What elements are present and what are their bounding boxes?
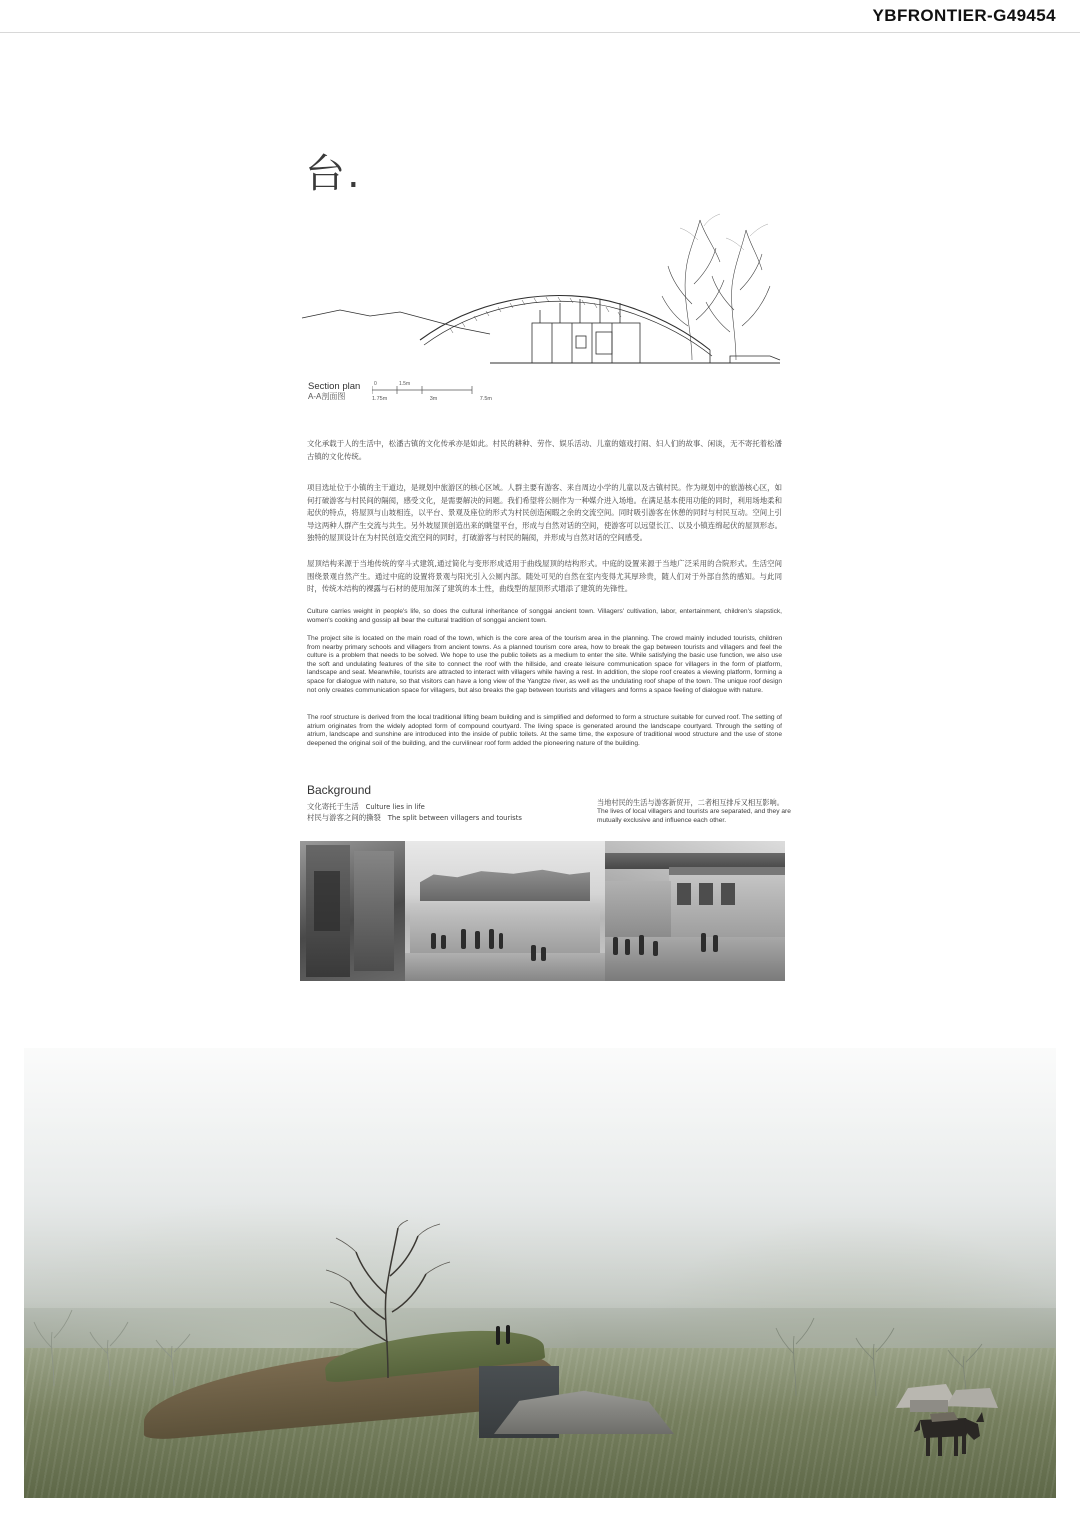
main-render-image bbox=[24, 1048, 1056, 1498]
header-divider bbox=[0, 32, 1080, 33]
background-heading: Background bbox=[307, 783, 372, 797]
collage-panel-left bbox=[300, 841, 405, 981]
mist-overlay bbox=[24, 1048, 1056, 1308]
paragraph-en-1: Culture carries weight in people's life, so does the cultural inheritance of songgai ancient town. Villagers' cultivation, labor, entertainment, children's slapstick, women's cooking and gossip all bear the cultural tradition of songgai ancient town. bbox=[307, 608, 782, 624]
paragraph-en-3: The roof structure is derived from the local traditional lifting beam building and is simplified and deformed to form a structure suitable for curved roof. The setting of atrium originates from the widely adopted form of compound courtyard. The living space is generated around the landscape courtyard. Through the setting of atrium, landscape and sunshine are introduced into the inside of public toilets. At the same time, the exposure of traditional wood structure and the use of stone deepened the original soil of the building, and the curvilinear roof form added the pioneering nature of the building. bbox=[307, 714, 782, 747]
bare-trees-left bbox=[24, 1298, 284, 1388]
background-line-2-cn: 村民与游客之间的撕裂 bbox=[307, 813, 381, 822]
background-right-en: The lives of local villagers and tourists are separated, and they are mutually exclusive and influence each other. bbox=[597, 808, 791, 824]
background-line-2-en: The split between villagers and tourists bbox=[387, 814, 522, 822]
svg-text:1.5m: 1.5m bbox=[399, 381, 411, 387]
section-caption-cn: A-A剖面图 bbox=[308, 392, 346, 401]
background-line-1 bbox=[307, 801, 425, 812]
scale-bar bbox=[372, 381, 472, 397]
paragraph-en-2: The project site is located on the main road of the town, which is the core area of the tourism area in the planning. The crowd mainly included tourists, children from nearby primary schools and villagers from ancient towns. As a planned tourism core area, how to break the gap between tourists and villagers and feel the culture is a problem that needs to be solved. We hope to use the public toilets as a medium to enter the site. While satisfying the basic use function, we also use the soft and undulating features of the site to connect the roof with the hillside, and create leisure communication space for villagers in the form of platform, landscape and seat. Meanwhile, tourists are attracted to interact with villagers while having a rest. In addition, the slope roof creates a viewing platform, forming a space for dialogue with nature, so that visitors can have a long view of the Yangtze river, as well as the undulating roof shape of the town. The unique roof design not only creates communication space for villagers, but also breaks the gap between tourists and villagers and forms a space feeling of dialogue with nature. bbox=[307, 635, 782, 694]
section-caption-en: Section plan bbox=[308, 381, 361, 392]
paragraph-cn-3: 屋顶结构来源于当地传统的穿斗式建筑,通过简化与变形形成适用于曲线屋顶的结构形式。中庭的设置来源于当地广泛采用的合院形式。生活空间围绕景观自然产生。通过中庭的设置将景观与阳光引入公厕内部。随处可见的自然在室内变得尤其厚珍贵，随人们对于外部自然的感知。与此同时，传统木结构的裸露与石材的使用加深了建筑的本土性，曲线型的屋顶形式增添了建筑的先锋性。 bbox=[307, 559, 782, 594]
figures-on-roof bbox=[492, 1324, 522, 1348]
page-title: YBFRONTIER-G49454 bbox=[872, 6, 1056, 25]
scale-label-0: 1.75m bbox=[372, 396, 388, 402]
distant-village bbox=[886, 1366, 1006, 1416]
svg-text:0: 0 bbox=[374, 381, 377, 387]
foreground-tree bbox=[304, 1220, 464, 1380]
collage-panel-right bbox=[605, 841, 785, 981]
scale-label-1: 3m bbox=[429, 396, 438, 402]
background-line-1-en: Culture lies in life bbox=[365, 803, 425, 811]
background-collage-image bbox=[300, 841, 785, 981]
background-line-1-cn: 文化寄托于生活 bbox=[307, 802, 359, 811]
paragraph-cn-2: 项目选址位于小镇的主干道边，是规划中旅游区的核心区域。人群主要有游客、来自周边小学的儿童以及古镇村民。作为规划中的旅游核心区，如何打破游客与村民间的隔阂，感受文化，是需要解决的问题。我们希望将公厕作为一种媒介进入场地。在满足基本使用功能的同时，利用场地柔和起伏的特点，将屋顶与山坡相连，以平台、景观及座位的形式为村民创造闲暇之余的交流空间。同时吸引游客在休憩的同时与村民互动。空间上引导这两种人群产生交流与共生。另外坡屋顶创造出来的眺望平台，形成与自然对话的空间，使游客可以远望长江、以及小镇连绵起伏的屋顶形态。独特的屋顶设计在为村民创造交流空间的同时，打破游客与村民的隔阂，并形成与自然对话的空间感受。 bbox=[307, 483, 782, 543]
project-title-cn: 台. bbox=[305, 151, 362, 197]
section-drawing bbox=[300, 200, 790, 400]
scale-label-2: 7.5m bbox=[479, 396, 492, 402]
scale-labels bbox=[372, 396, 492, 402]
background-right-cn: 当地村民的生活与游客新贸开，二者相互排斥又相互影响。 bbox=[597, 798, 784, 807]
background-line-2 bbox=[307, 812, 522, 823]
paragraph-cn-1: 文化承载于人的生活中，松潘古镇的文化传承亦是如此。村民的耕种、劳作、娱乐活动、儿童的嬉戏打闹、妇人们的故事、闲谈，无不寄托着松潘古镇的文化传统。 bbox=[307, 439, 782, 461]
background-right-note bbox=[597, 798, 792, 826]
collage-panel-center bbox=[405, 841, 605, 981]
